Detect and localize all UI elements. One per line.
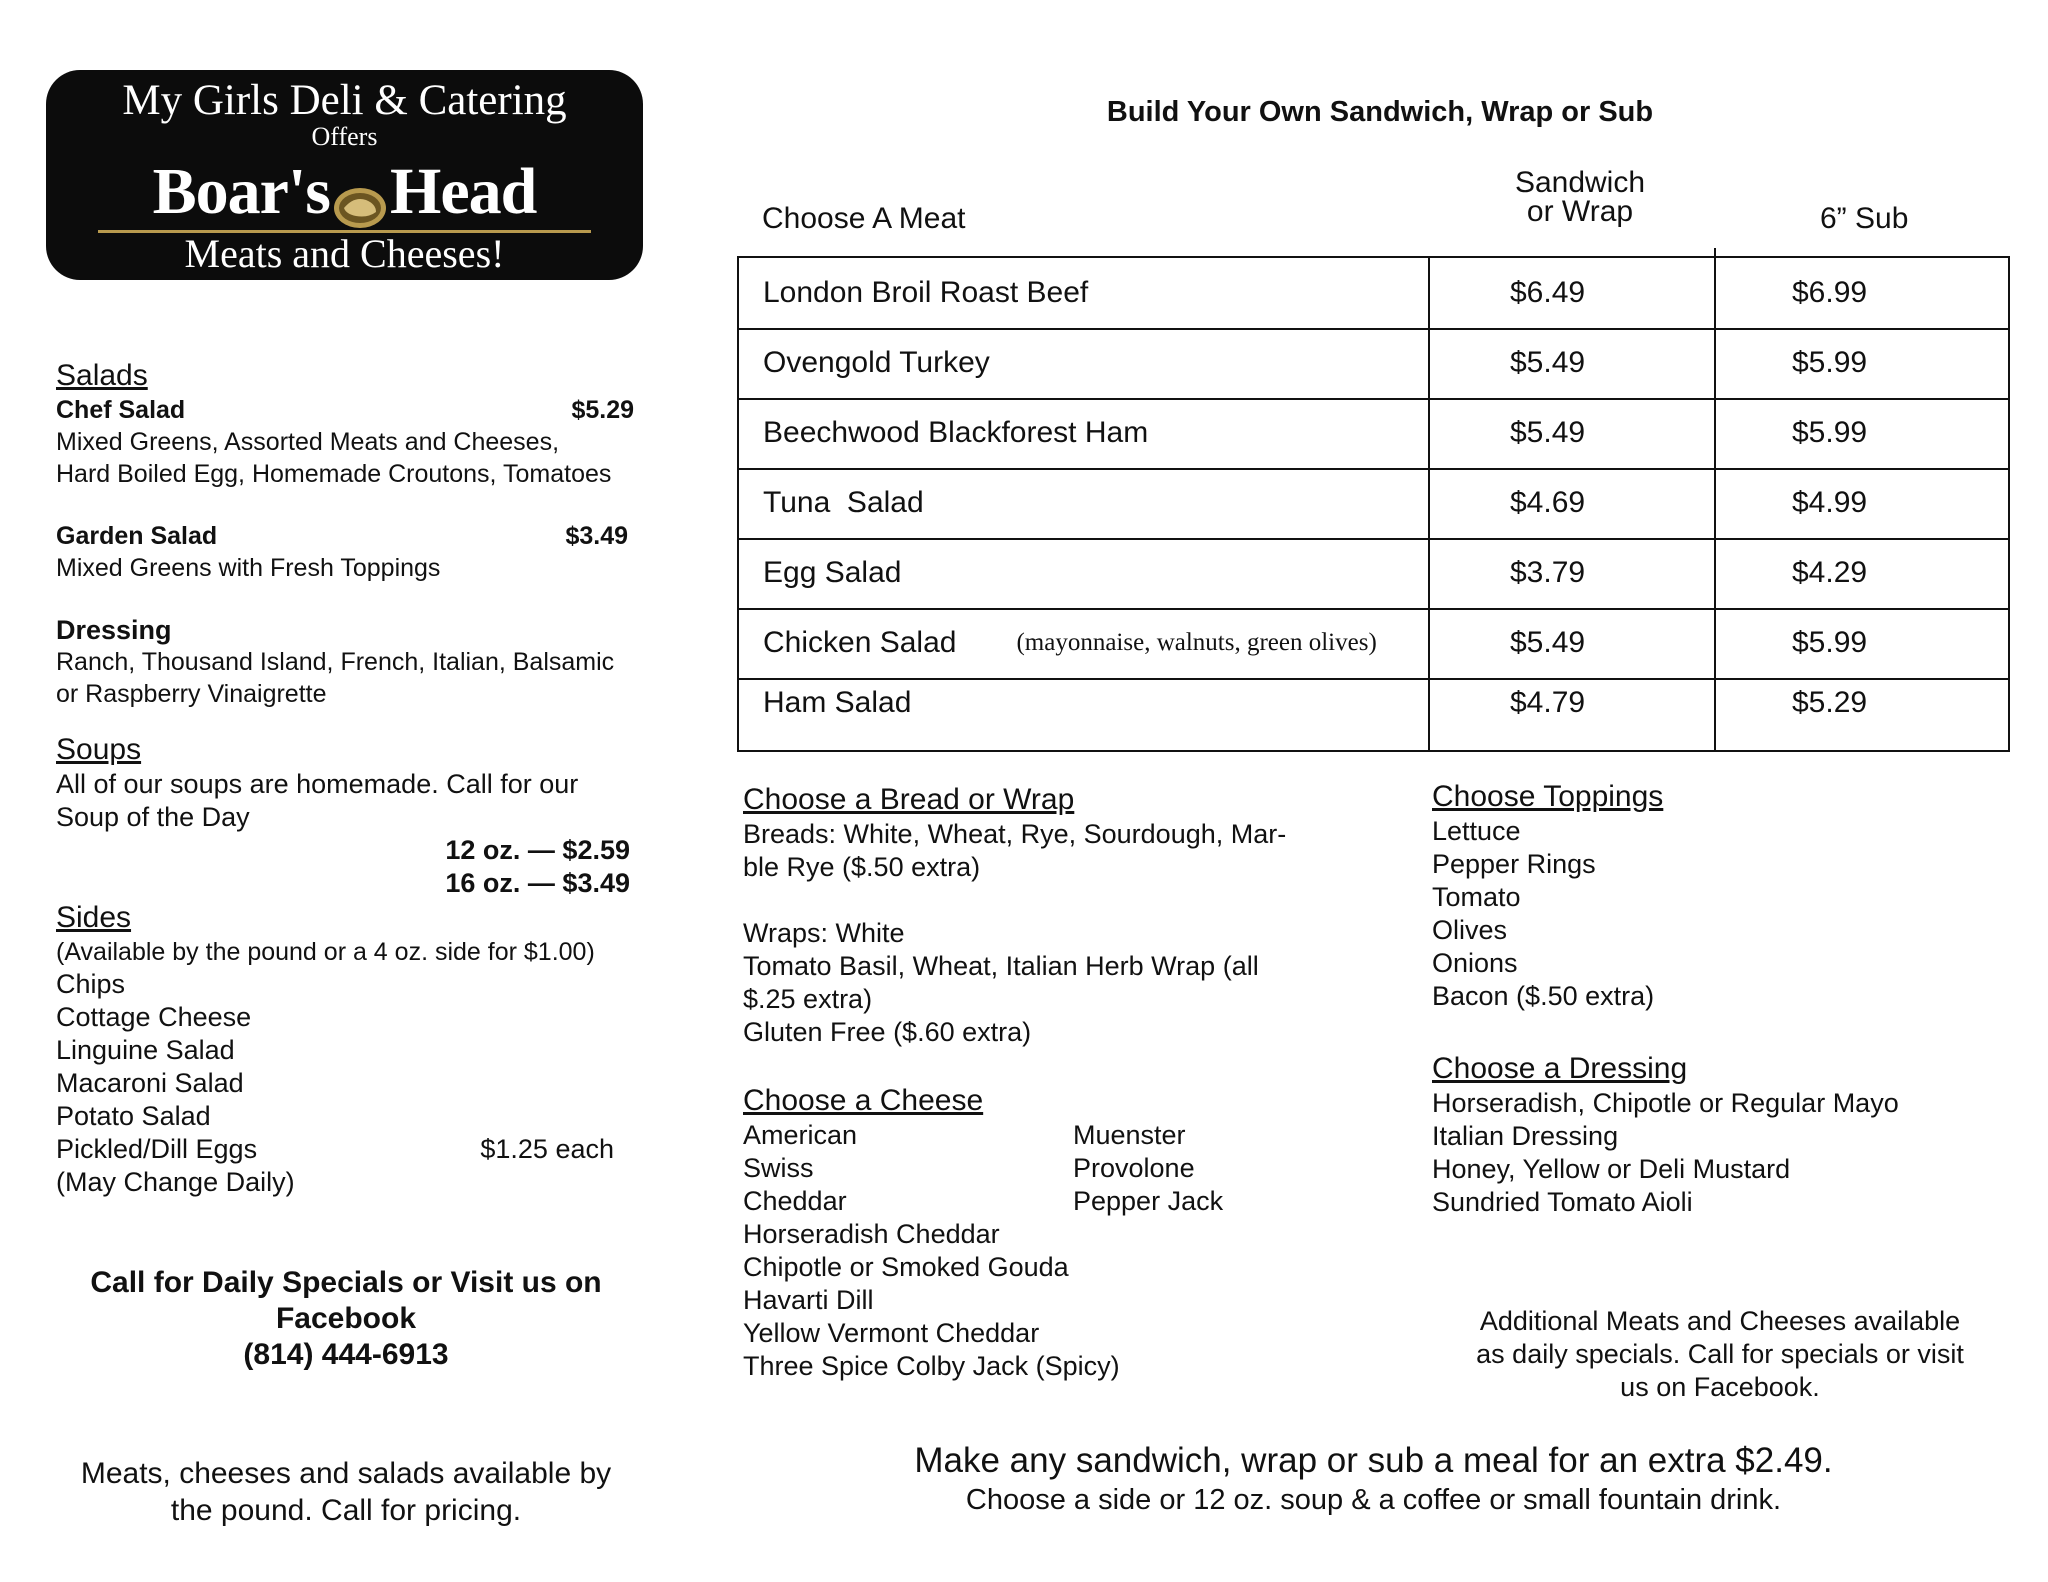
price-sandwich: $4.79 [1510, 686, 1586, 719]
table-row [739, 328, 2008, 400]
dressing-line-2: or Raspberry Vinaigrette [56, 680, 327, 708]
cheese-section [743, 1083, 1363, 1383]
cheese-item: Swiss [743, 1153, 814, 1183]
price-sub: $5.99 [1792, 626, 1868, 659]
call-line-2: Facebook [275, 1302, 417, 1335]
choose-dressing-title: Choose a Dressing [1432, 1052, 1688, 1085]
soup-size-12: 12 oz. — $2.59 [445, 835, 630, 865]
meat-name: Ovengold Turkey [763, 346, 990, 379]
bread-line: $.25 extra) [743, 984, 873, 1014]
phone-number[interactable]: (814) 444-6913 [243, 1338, 449, 1371]
garden-salad-row [56, 520, 636, 552]
topping-item: Pepper Rings [1432, 849, 1596, 879]
col-header-sandwich-line-2: or Wrap [1526, 195, 1634, 228]
meat-name: Egg Salad [763, 556, 902, 589]
topping-item: Bacon ($.50 extra) [1432, 981, 1655, 1011]
bread-line: Gluten Free ($.60 extra) [743, 1017, 1032, 1047]
bread-section [743, 782, 1363, 1049]
price-sub: $4.29 [1792, 556, 1868, 589]
logo-line-offers: Offers [311, 122, 378, 151]
price-sandwich: $4.69 [1510, 486, 1586, 519]
meat-name: Chicken Salad [763, 626, 957, 659]
table-row [739, 608, 2008, 680]
price-sandwich: $5.49 [1510, 416, 1586, 449]
cheese-item: Provolone [1073, 1153, 1195, 1183]
price-sandwich: $6.49 [1510, 276, 1586, 309]
side-item: Linguine Salad [56, 1035, 235, 1065]
additional-note [1440, 1305, 2000, 1404]
price-sub: $4.99 [1792, 486, 1868, 519]
table-row [739, 678, 2008, 750]
dressing-item: Italian Dressing [1432, 1121, 1619, 1151]
logo-block [46, 70, 643, 280]
soups-title: Soups [56, 733, 142, 766]
cheese-grid [743, 1119, 1363, 1218]
meats-note [56, 1455, 636, 1529]
cheese-item: Horseradish Cheddar [743, 1219, 1000, 1249]
table-row [739, 258, 2008, 330]
meat-name: London Broil Roast Beef [763, 276, 1089, 309]
cheese-item: American [743, 1120, 858, 1150]
price-sandwich: $5.49 [1510, 626, 1586, 659]
soup-size-16: 16 oz. — $3.49 [445, 868, 630, 898]
chef-salad-name: Chef Salad [56, 396, 186, 424]
soups-line-2: Soup of the Day [56, 802, 250, 832]
col-header-sandwich-line-1: Sandwich [1514, 166, 1646, 199]
bread-line: ble Rye ($.50 extra) [743, 852, 981, 882]
cheese-item: Muenster [1073, 1120, 1186, 1150]
brand-right: Head [390, 155, 537, 228]
garden-salad-name: Garden Salad [56, 522, 218, 550]
topping-item: Tomato [1432, 882, 1521, 912]
toppings-section [1432, 779, 1992, 1013]
topping-item: Olives [1432, 915, 1508, 945]
cheese-item: Yellow Vermont Cheddar [743, 1318, 1040, 1348]
meats-note-line-2: the pound. Call for pricing. [170, 1494, 522, 1527]
dressing-title: Dressing [56, 615, 172, 645]
col-header-sub: 6” Sub [1820, 202, 1909, 235]
col-header-meat: Choose A Meat [762, 202, 966, 235]
side-item: Potato Salad [56, 1101, 211, 1131]
cheese-item: Havarti Dill [743, 1285, 874, 1315]
sides-title: Sides [56, 901, 132, 934]
dressing-line-1: Ranch, Thousand Island, French, Italian, Balsamic [56, 648, 615, 676]
price-sandwich: $3.79 [1510, 556, 1586, 589]
logo-line-meats: Meats and Cheeses! [184, 231, 505, 276]
price-sub: $6.99 [1792, 276, 1868, 309]
table-row [739, 538, 2008, 610]
dressing-item: Honey, Yellow or Deli Mustard [1432, 1154, 1791, 1184]
table-row [739, 468, 2008, 540]
garden-salad-desc: Mixed Greens with Fresh Toppings [56, 554, 441, 582]
meat-name: Beechwood Blackforest Ham [763, 416, 1149, 449]
additional-line-1: Additional Meats and Cheeses available [1479, 1306, 1961, 1336]
soups-line-1: All of our soups are homemade. Call for our [56, 769, 579, 799]
cheese-item: Chipotle or Smoked Gouda [743, 1252, 1069, 1282]
call-block [56, 1265, 636, 1373]
topping-item: Onions [1432, 948, 1518, 978]
salads-title: Salads [56, 359, 148, 392]
brand-logo [46, 154, 643, 230]
price-sub: $5.99 [1792, 346, 1868, 379]
chef-salad-row [56, 394, 636, 426]
meal-line-1: Make any sandwich, wrap or sub a meal for an extra $2.49. [914, 1441, 1833, 1480]
cheese-item: Three Spice Colby Jack (Spicy) [743, 1351, 1120, 1381]
bread-title: Choose a Bread or Wrap [743, 783, 1075, 816]
side-item: Chips [56, 969, 126, 999]
sides-footer: (May Change Daily) [56, 1167, 295, 1197]
col-header-sandwich [1440, 168, 1720, 226]
bread-line: Tomato Basil, Wheat, Italian Herb Wrap (all [743, 951, 1259, 981]
boar-head-icon [332, 171, 388, 215]
cheese-item: Cheddar [743, 1186, 847, 1216]
chef-salad-desc-1: Mixed Greens, Assorted Meats and Cheeses, [56, 428, 560, 456]
left-column [56, 358, 636, 1199]
logo-line-deli: My Girls Deli & Catering [122, 77, 567, 124]
additional-line-3: us on Facebook. [1620, 1372, 1820, 1402]
bread-line: Wraps: White [743, 918, 905, 948]
price-sub: $5.29 [1792, 686, 1868, 719]
call-line-1: Call for Daily Specials or Visit us on [90, 1266, 602, 1299]
price-sandwich: $5.49 [1510, 346, 1586, 379]
meat-name: Ham Salad [763, 686, 912, 719]
sides-note: (Available by the pound or a 4 oz. side for $1.00) [56, 938, 595, 966]
cheese-item: Pepper Jack [1073, 1186, 1224, 1216]
eggs-price: $1.25 each [480, 1134, 614, 1164]
table-row [739, 398, 2008, 470]
brand-left: Boar's [152, 155, 330, 228]
dressing-item: Sundried Tomato Aioli [1432, 1187, 1693, 1217]
topping-item: Lettuce [1432, 816, 1521, 846]
chef-salad-desc-2: Hard Boiled Egg, Homemade Croutons, Tomatoes [56, 460, 612, 488]
side-item: Macaroni Salad [56, 1068, 244, 1098]
eggs-name: Pickled/Dill Eggs [56, 1134, 258, 1164]
meat-price-table [737, 256, 2010, 752]
meats-note-line-1: Meats, cheeses and salads available by [80, 1457, 612, 1490]
bread-line: Breads: White, Wheat, Rye, Sourdough, Mar- [743, 819, 1287, 849]
build-title: Build Your Own Sandwich, Wrap or Sub [1106, 96, 1654, 128]
chef-salad-price: $5.29 [571, 396, 634, 424]
toppings-title: Choose Toppings [1432, 780, 1664, 813]
meat-name-with-note [763, 608, 1377, 678]
dressing-section [1432, 1051, 2012, 1219]
eggs-row [56, 1133, 636, 1166]
side-item: Cottage Cheese [56, 1002, 252, 1032]
cheese-title: Choose a Cheese [743, 1084, 984, 1117]
additional-line-2: as daily specials. Call for specials or visit [1476, 1339, 1964, 1369]
meal-line-2: Choose a side or 12 oz. soup & a coffee or small fountain drink. [965, 1484, 1782, 1516]
garden-salad-price: $3.49 [565, 522, 628, 550]
price-sub: $5.99 [1792, 416, 1868, 449]
dressing-item: Horseradish, Chipotle or Regular Mayo [1432, 1088, 1899, 1118]
meal-offer [737, 1440, 2010, 1518]
meat-name: Tuna Salad [763, 486, 924, 519]
meat-note: (mayonnaise, walnuts, green olives) [1016, 629, 1377, 656]
